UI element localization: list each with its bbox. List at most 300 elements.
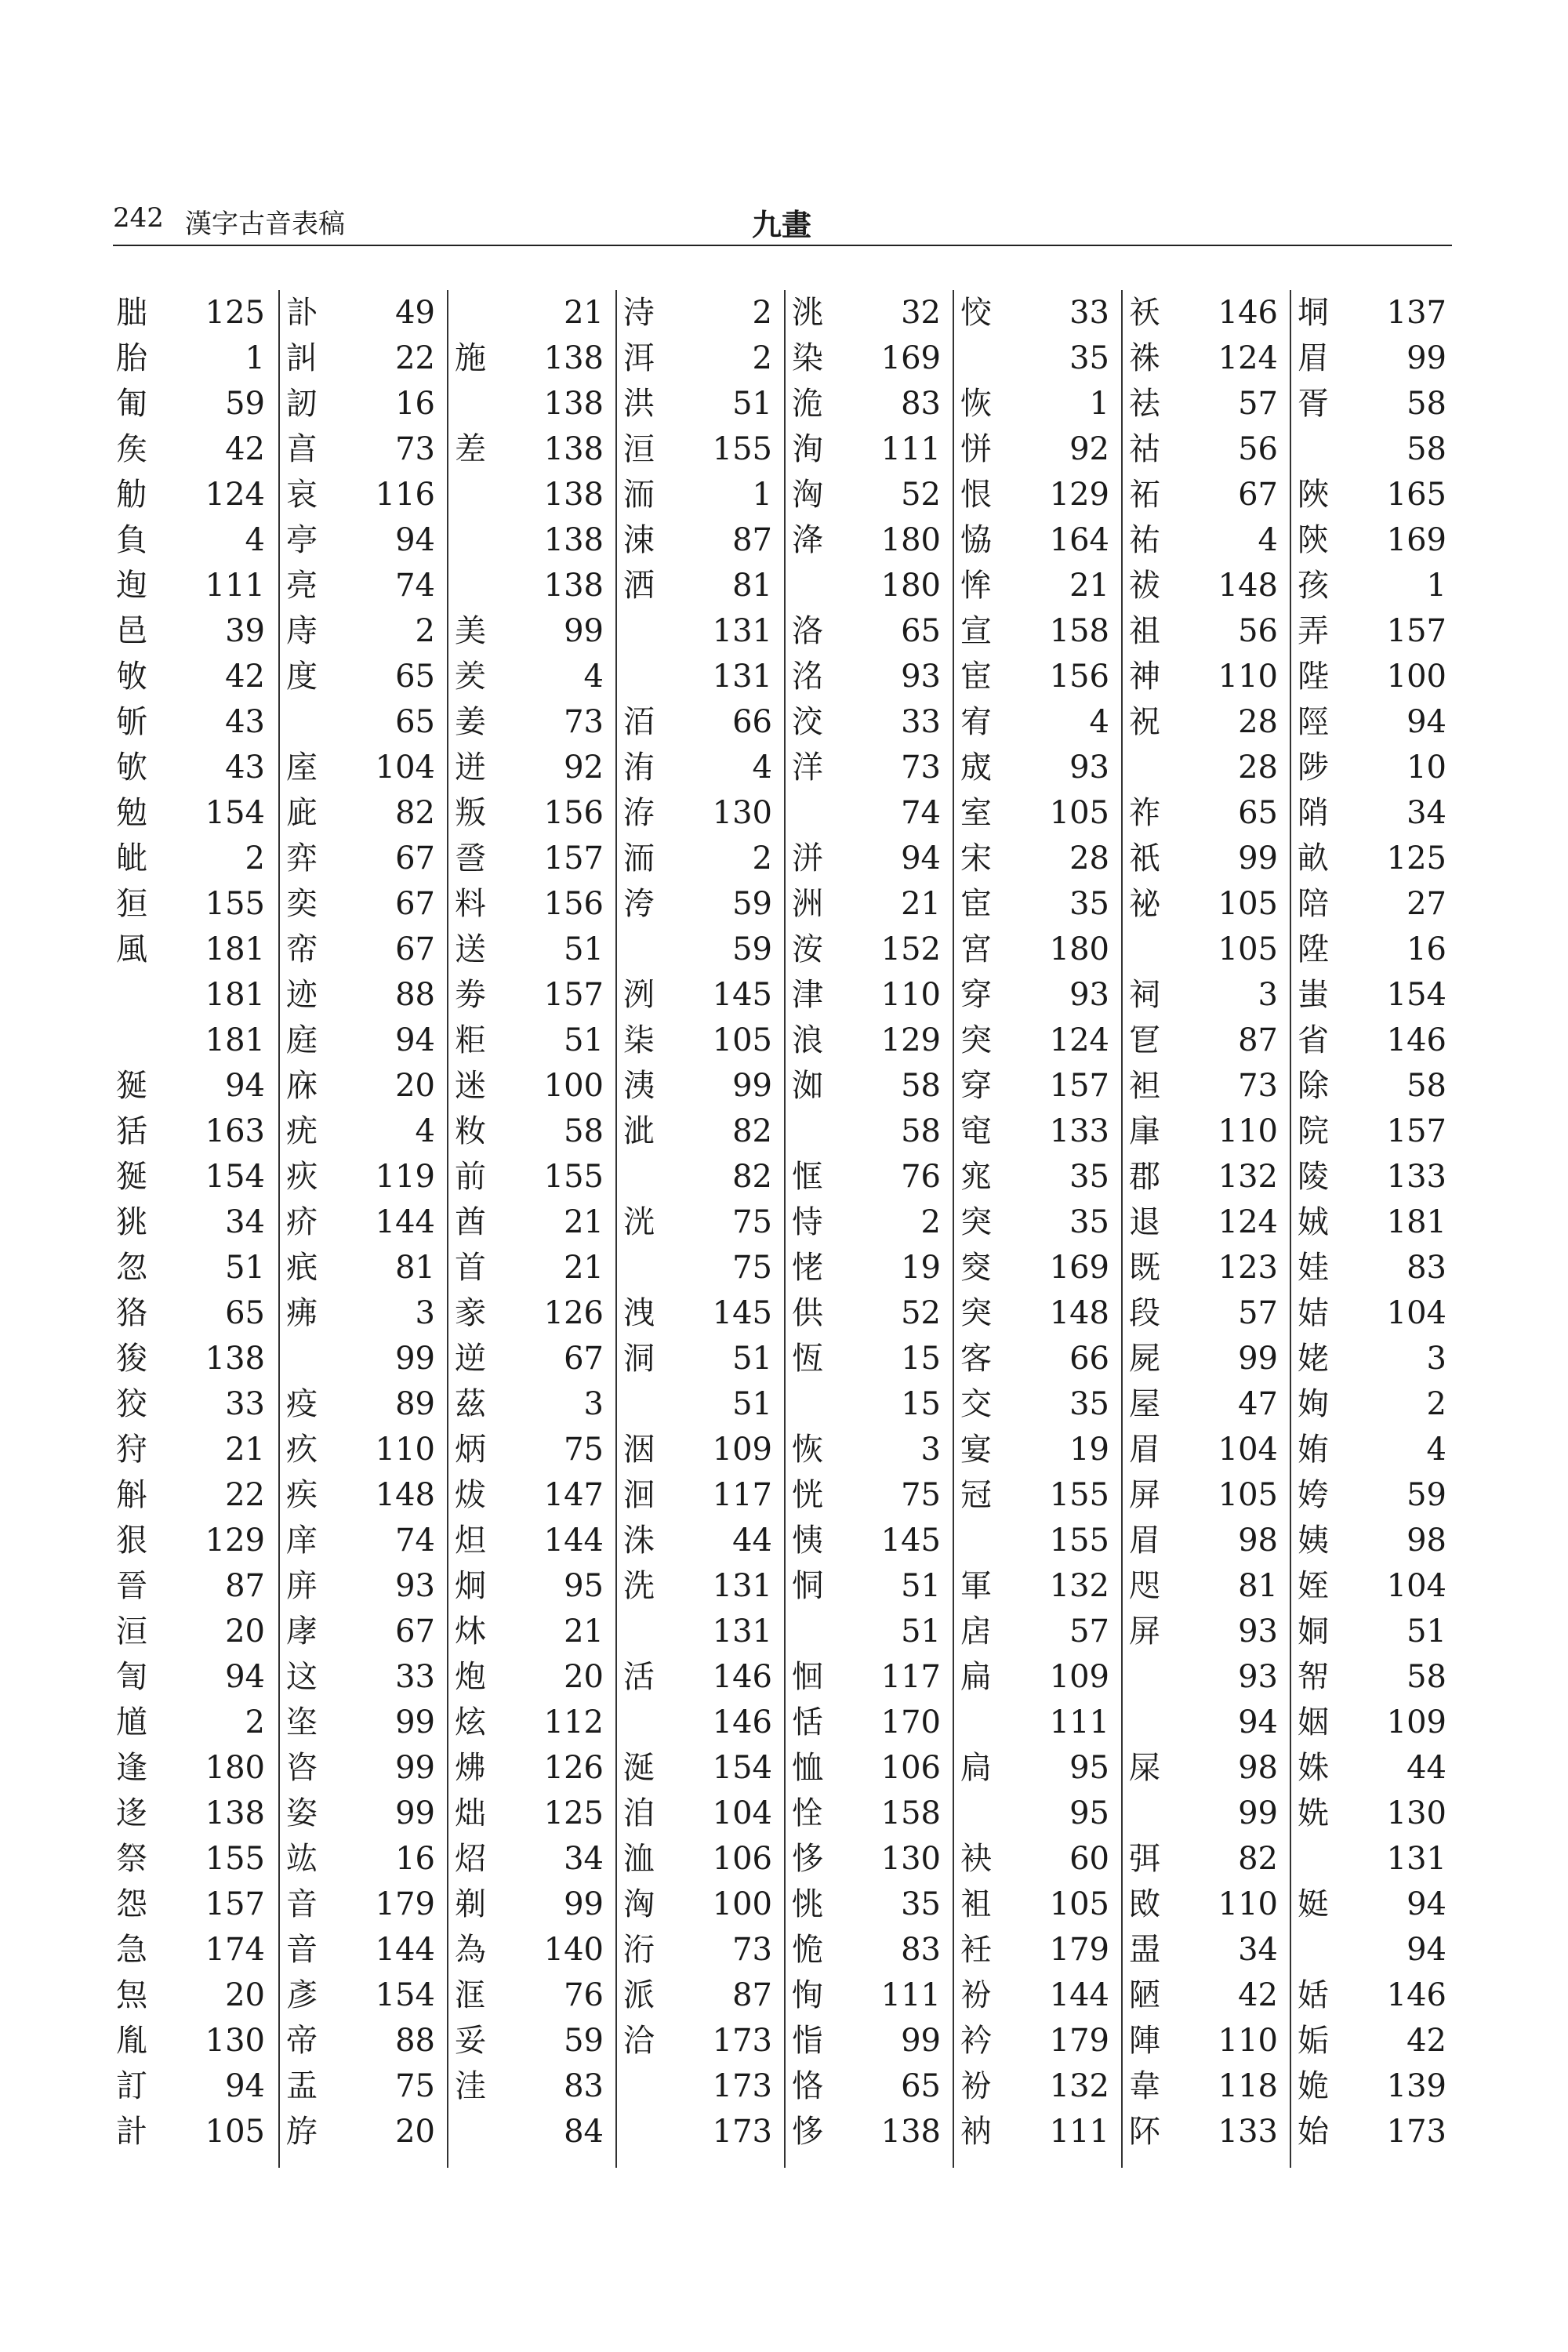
index-entry bbox=[280, 1063, 447, 1109]
entry-character: 宥 bbox=[960, 704, 992, 740]
entry-character: 陛 bbox=[1298, 659, 1329, 695]
entry-character: 屋 bbox=[1129, 1386, 1160, 1422]
index-entry bbox=[1291, 972, 1458, 1018]
index-entry bbox=[1123, 1882, 1290, 1927]
entry-page-number: 39 bbox=[225, 613, 265, 649]
index-entry bbox=[954, 1654, 1121, 1700]
entry-character: 恫 bbox=[792, 1568, 823, 1604]
entry-page-number: 179 bbox=[375, 1886, 435, 1922]
entry-page-number: 33 bbox=[225, 1386, 265, 1422]
entry-character: 娀 bbox=[1298, 1204, 1329, 1240]
index-entry bbox=[1291, 1018, 1458, 1063]
entry-page-number: 130 bbox=[712, 795, 772, 831]
entry-page-number: 94 bbox=[1238, 1704, 1278, 1740]
entry-character: 涎 bbox=[623, 1750, 655, 1786]
index-entry bbox=[954, 881, 1121, 927]
entry-character: 袂 bbox=[960, 1841, 992, 1877]
entry-character: 狢 bbox=[116, 1295, 147, 1331]
index-entry bbox=[954, 654, 1121, 699]
index-entry bbox=[617, 1290, 784, 1336]
index-entry bbox=[1123, 699, 1290, 745]
entry-page-number: 111 bbox=[1049, 1704, 1109, 1740]
entry-character: 洸 bbox=[623, 1204, 655, 1240]
entry-character: 疣 bbox=[286, 1113, 318, 1149]
index-entry bbox=[448, 1791, 615, 1836]
entry-page-number: 75 bbox=[395, 2068, 435, 2104]
entry-character: 姤 bbox=[1298, 2023, 1329, 2059]
entry-character: 送 bbox=[455, 931, 486, 967]
index-entry bbox=[1291, 1609, 1458, 1654]
index-entry bbox=[954, 517, 1121, 563]
index-entry bbox=[1291, 836, 1458, 881]
index-entry bbox=[1291, 336, 1458, 381]
entry-character: 恂 bbox=[792, 1977, 823, 2013]
entry-character: 垐 bbox=[286, 1704, 318, 1740]
entry-page-number: 109 bbox=[1386, 1704, 1446, 1740]
entry-character: 敃 bbox=[1129, 1886, 1160, 1922]
entry-page-number: 44 bbox=[1406, 1750, 1446, 1786]
entry-page-number: 94 bbox=[395, 1022, 435, 1058]
entry-page-number: 33 bbox=[1069, 295, 1109, 331]
entry-page-number: 74 bbox=[395, 568, 435, 604]
entry-character: 洴 bbox=[792, 840, 823, 877]
index-entry bbox=[110, 1973, 278, 2018]
index-entry bbox=[448, 1927, 615, 1973]
entry-character: 叛 bbox=[455, 795, 486, 831]
index-entry bbox=[1291, 1563, 1458, 1609]
entry-page-number: 67 bbox=[1238, 477, 1278, 513]
entry-character: 宨 bbox=[960, 1159, 992, 1195]
index-entry bbox=[1291, 472, 1458, 517]
entry-page-number: 34 bbox=[564, 1841, 604, 1877]
entry-page-number: 105 bbox=[1218, 1477, 1278, 1513]
index-entry bbox=[954, 608, 1121, 654]
entry-character: 疥 bbox=[286, 1204, 318, 1240]
entry-page-number: 131 bbox=[712, 1613, 772, 1650]
entry-page-number: 42 bbox=[225, 431, 265, 467]
entry-character: 咨 bbox=[286, 1750, 318, 1786]
entry-page-number: 59 bbox=[732, 931, 772, 967]
entry-page-number: 111 bbox=[1049, 2114, 1109, 2150]
entry-page-number: 129 bbox=[880, 1022, 941, 1058]
entry-page-number: 35 bbox=[901, 1886, 941, 1922]
entry-character: 恃 bbox=[792, 1204, 823, 1240]
index-entry bbox=[617, 1700, 784, 1745]
index-entry bbox=[617, 1518, 784, 1563]
index-entry bbox=[1123, 836, 1290, 881]
entry-character: 屎 bbox=[1129, 1750, 1160, 1786]
entry-character: 斿 bbox=[286, 2114, 318, 2150]
entry-character: 陵 bbox=[1298, 1159, 1329, 1195]
entry-character: 供 bbox=[792, 1295, 823, 1331]
index-entry bbox=[448, 1109, 615, 1154]
entry-page-number: 157 bbox=[1049, 1068, 1109, 1104]
index-entry bbox=[1123, 1791, 1290, 1836]
entry-page-number: 99 bbox=[395, 1750, 435, 1786]
index-entry bbox=[448, 608, 615, 654]
index-entry bbox=[448, 2063, 615, 2109]
index-entry bbox=[954, 699, 1121, 745]
index-entry bbox=[1123, 1381, 1290, 1427]
entry-page-number: 87 bbox=[732, 522, 772, 558]
index-entry bbox=[617, 1063, 784, 1109]
index-entry bbox=[617, 836, 784, 881]
index-entry bbox=[786, 1109, 953, 1154]
index-entry bbox=[448, 1518, 615, 1563]
entry-page-number: 138 bbox=[543, 477, 604, 513]
index-entry bbox=[280, 563, 447, 608]
entry-page-number: 155 bbox=[205, 1841, 265, 1877]
entry-page-number: 4 bbox=[1426, 1432, 1446, 1468]
entry-page-number: 179 bbox=[1049, 1932, 1109, 1968]
entry-page-number: 173 bbox=[712, 2023, 772, 2059]
entry-page-number: 82 bbox=[732, 1113, 772, 1149]
index-entry bbox=[1291, 608, 1458, 654]
entry-page-number: 92 bbox=[1069, 431, 1109, 467]
entry-page-number: 65 bbox=[1238, 795, 1278, 831]
index-entry bbox=[1291, 1973, 1458, 2018]
entry-page-number: 95 bbox=[564, 1568, 604, 1604]
entry-character: 粔 bbox=[455, 1022, 486, 1058]
entry-character: 姻 bbox=[1298, 1704, 1329, 1740]
index-entry bbox=[786, 1290, 953, 1336]
index-entry bbox=[786, 381, 953, 426]
index-entry bbox=[617, 699, 784, 745]
index-entry bbox=[280, 1745, 447, 1791]
entry-page-number: 73 bbox=[564, 704, 604, 740]
index-entry bbox=[954, 381, 1121, 426]
index-entry bbox=[617, 972, 784, 1018]
index-entry bbox=[1291, 1290, 1458, 1336]
entry-character: 陞 bbox=[1298, 931, 1329, 967]
entry-page-number: 131 bbox=[712, 1568, 772, 1604]
entry-character: 衯 bbox=[960, 2068, 992, 2104]
entry-page-number: 138 bbox=[205, 1795, 265, 1831]
entry-character: 客 bbox=[960, 1341, 992, 1377]
entry-page-number: 129 bbox=[205, 1523, 265, 1559]
entry-page-number: 58 bbox=[1406, 1068, 1446, 1104]
entry-character: 姺 bbox=[1298, 1795, 1329, 1831]
index-entry bbox=[954, 1109, 1121, 1154]
entry-page-number: 58 bbox=[901, 1113, 941, 1149]
entry-character: 姛 bbox=[1298, 1613, 1329, 1650]
entry-page-number: 144 bbox=[1049, 1977, 1109, 2013]
entry-character: 这 bbox=[286, 1659, 318, 1695]
entry-character: 洱 bbox=[623, 340, 655, 376]
entry-page-number: 21 bbox=[564, 1204, 604, 1240]
entry-character: 胤 bbox=[116, 2023, 147, 2059]
entry-character: 迻 bbox=[116, 1795, 147, 1831]
entry-page-number: 87 bbox=[225, 1568, 265, 1604]
entry-page-number: 51 bbox=[732, 1341, 772, 1377]
index-entry bbox=[110, 1245, 278, 1290]
entry-character: 朏 bbox=[116, 295, 147, 331]
entry-page-number: 130 bbox=[880, 1841, 941, 1877]
entry-page-number: 124 bbox=[205, 477, 265, 513]
entry-character: 恞 bbox=[792, 1523, 823, 1559]
entry-character: 洵 bbox=[792, 431, 823, 467]
entry-character: 庰 bbox=[286, 1568, 318, 1604]
entry-page-number: 154 bbox=[375, 1977, 435, 2013]
entry-page-number: 32 bbox=[901, 295, 941, 331]
entry-page-number: 81 bbox=[732, 568, 772, 604]
section-title: 九畫 bbox=[752, 207, 812, 242]
entry-character: 洝 bbox=[792, 931, 823, 967]
index-entry bbox=[448, 1290, 615, 1336]
index-entry bbox=[110, 2109, 278, 2154]
index-entry bbox=[954, 2018, 1121, 2063]
index-entry bbox=[617, 654, 784, 699]
index-entry bbox=[448, 927, 615, 972]
entry-page-number: 99 bbox=[901, 2023, 941, 2059]
entry-character: 炦 bbox=[455, 1477, 486, 1513]
index-entry bbox=[954, 1700, 1121, 1745]
entry-character: 迹 bbox=[286, 977, 318, 1013]
index-entry bbox=[786, 1427, 953, 1472]
entry-page-number: 3 bbox=[415, 1295, 435, 1331]
entry-character: 屍 bbox=[1129, 1341, 1160, 1377]
entry-character: 急 bbox=[116, 1932, 147, 1968]
entry-character: 斪 bbox=[116, 704, 147, 740]
index-entry bbox=[280, 1109, 447, 1154]
entry-page-number: 51 bbox=[732, 1386, 772, 1422]
entry-page-number: 76 bbox=[901, 1159, 941, 1195]
entry-character: 恍 bbox=[792, 1477, 823, 1513]
index-entry bbox=[954, 1609, 1121, 1654]
entry-page-number: 169 bbox=[1049, 1250, 1109, 1286]
entry-page-number: 51 bbox=[901, 1568, 941, 1604]
entry-page-number: 125 bbox=[205, 295, 265, 331]
entry-page-number: 93 bbox=[901, 659, 941, 695]
entry-page-number: 4 bbox=[752, 750, 772, 786]
entry-page-number: 99 bbox=[1406, 340, 1446, 376]
index-entry bbox=[280, 2063, 447, 2109]
entry-character: 活 bbox=[623, 1659, 655, 1695]
entry-page-number: 147 bbox=[543, 1477, 604, 1513]
entry-character: 計 bbox=[116, 2114, 147, 2150]
entry-character: 洌 bbox=[623, 977, 655, 1013]
entry-page-number: 2 bbox=[1426, 1386, 1446, 1422]
entry-character: 扂 bbox=[960, 1613, 992, 1650]
index-entry bbox=[617, 1609, 784, 1654]
entry-page-number: 4 bbox=[245, 522, 265, 558]
entry-page-number: 99 bbox=[395, 1795, 435, 1831]
index-entry bbox=[954, 790, 1121, 836]
index-entry bbox=[617, 1336, 784, 1381]
index-entry bbox=[448, 1836, 615, 1882]
index-entry bbox=[786, 1200, 953, 1245]
entry-page-number: 181 bbox=[1386, 1204, 1446, 1240]
index-entry bbox=[954, 1973, 1121, 2018]
entry-page-number: 21 bbox=[564, 1613, 604, 1650]
entry-character: 狣 bbox=[116, 1204, 147, 1240]
entry-character: 料 bbox=[455, 886, 486, 922]
entry-character: 祭 bbox=[116, 1841, 147, 1877]
entry-character: 軍 bbox=[960, 1568, 992, 1604]
index-entry bbox=[110, 2018, 278, 2063]
entry-character: 風 bbox=[116, 931, 147, 967]
entry-character: 庭 bbox=[286, 1022, 318, 1058]
index-entry bbox=[280, 336, 447, 381]
entry-page-number: 105 bbox=[1218, 931, 1278, 967]
entry-character: 院 bbox=[1298, 1113, 1329, 1149]
index-entry bbox=[786, 1381, 953, 1427]
index-entry bbox=[1123, 1518, 1290, 1563]
index-entry bbox=[110, 1791, 278, 1836]
index-entry bbox=[110, 336, 278, 381]
entry-character: 姨 bbox=[1298, 1523, 1329, 1559]
entry-character: 恑 bbox=[792, 1932, 823, 1968]
entry-page-number: 110 bbox=[880, 977, 941, 1013]
entry-page-number: 110 bbox=[1218, 659, 1278, 695]
entry-page-number: 99 bbox=[1238, 1795, 1278, 1831]
entry-page-number: 2 bbox=[752, 295, 772, 331]
index-entry bbox=[786, 1472, 953, 1518]
index-column bbox=[615, 290, 784, 2168]
index-entry bbox=[110, 1427, 278, 1472]
entry-character: 炥 bbox=[455, 1750, 486, 1786]
entry-page-number: 173 bbox=[712, 2114, 772, 2150]
entry-character: 祓 bbox=[1129, 568, 1160, 604]
entry-character: 炟 bbox=[455, 1523, 486, 1559]
entry-character: 恛 bbox=[792, 1659, 823, 1695]
entry-page-number: 125 bbox=[543, 1795, 604, 1831]
entry-page-number: 73 bbox=[901, 750, 941, 786]
entry-page-number: 181 bbox=[205, 977, 265, 1013]
entry-character: 盄 bbox=[1129, 1932, 1160, 1968]
entry-page-number: 28 bbox=[1069, 840, 1109, 877]
index-entry bbox=[448, 336, 615, 381]
entry-page-number: 106 bbox=[880, 1750, 941, 1786]
index-entry bbox=[786, 336, 953, 381]
entry-page-number: 3 bbox=[1258, 977, 1278, 1013]
entry-page-number: 22 bbox=[395, 340, 435, 376]
entry-page-number: 57 bbox=[1238, 386, 1278, 422]
entry-page-number: 82 bbox=[732, 1159, 772, 1195]
entry-page-number: 20 bbox=[225, 1977, 265, 2013]
entry-page-number: 100 bbox=[543, 1068, 604, 1104]
index-entry bbox=[617, 336, 784, 381]
entry-page-number: 65 bbox=[225, 1295, 265, 1331]
entry-page-number: 123 bbox=[1218, 1250, 1278, 1286]
entry-page-number: 155 bbox=[712, 431, 772, 467]
entry-character: 疫 bbox=[286, 1386, 318, 1422]
entry-page-number: 21 bbox=[901, 886, 941, 922]
index-entry bbox=[786, 290, 953, 336]
index-entry bbox=[617, 1791, 784, 1836]
entry-page-number: 99 bbox=[564, 1886, 604, 1922]
entry-page-number: 4 bbox=[583, 659, 604, 695]
index-entry bbox=[110, 1518, 278, 1563]
entry-page-number: 105 bbox=[712, 1022, 772, 1058]
entry-page-number: 94 bbox=[225, 1659, 265, 1695]
entry-character: 炫 bbox=[455, 1704, 486, 1740]
index-entry bbox=[448, 790, 615, 836]
entry-page-number: 164 bbox=[1049, 522, 1109, 558]
index-entry bbox=[110, 517, 278, 563]
entry-page-number: 16 bbox=[395, 1841, 435, 1877]
entry-page-number: 33 bbox=[901, 704, 941, 740]
index-entry bbox=[110, 1336, 278, 1381]
index-entry bbox=[110, 1654, 278, 1700]
entry-character: 庥 bbox=[286, 1068, 318, 1104]
index-entry bbox=[1291, 1791, 1458, 1836]
entry-character: 陣 bbox=[1129, 2023, 1160, 2059]
entry-character: 恀 bbox=[792, 2114, 823, 2150]
entry-character: 突 bbox=[960, 1022, 992, 1058]
entry-page-number: 144 bbox=[375, 1204, 435, 1240]
entry-character: 衿 bbox=[960, 2023, 992, 2059]
index-entry bbox=[1291, 1882, 1458, 1927]
entry-character: 洲 bbox=[792, 886, 823, 922]
index-entry bbox=[280, 1700, 447, 1745]
index-entry bbox=[1123, 2018, 1290, 2063]
index-entry bbox=[1123, 290, 1290, 336]
entry-page-number: 104 bbox=[712, 1795, 772, 1831]
entry-character: 除 bbox=[1298, 1068, 1329, 1104]
entry-character: 差 bbox=[455, 431, 486, 467]
entry-character: 冟 bbox=[1129, 1022, 1160, 1058]
index-entry bbox=[786, 1882, 953, 1927]
entry-character: 穿 bbox=[960, 977, 992, 1013]
entry-character: 疿 bbox=[286, 1295, 318, 1331]
entry-page-number: 169 bbox=[1386, 522, 1446, 558]
index-entry bbox=[110, 1109, 278, 1154]
index-entry bbox=[1123, 1745, 1290, 1791]
entry-page-number: 2 bbox=[415, 613, 435, 649]
index-entry bbox=[448, 517, 615, 563]
entry-character: 洏 bbox=[623, 477, 655, 513]
entry-page-number: 21 bbox=[225, 1432, 265, 1468]
entry-page-number: 124 bbox=[1218, 1204, 1278, 1240]
index-entry bbox=[1123, 381, 1290, 426]
entry-page-number: 49 bbox=[395, 295, 435, 331]
entry-page-number: 66 bbox=[1069, 1341, 1109, 1377]
entry-character: 恨 bbox=[960, 477, 992, 513]
index-entry bbox=[448, 1882, 615, 1927]
entry-character: 矦 bbox=[116, 431, 147, 467]
entry-character: 恪 bbox=[792, 2068, 823, 2104]
index-entry bbox=[617, 426, 784, 472]
entry-character: 姜 bbox=[455, 704, 486, 740]
entry-character: 始 bbox=[1298, 2114, 1329, 2150]
entry-page-number: 20 bbox=[564, 1659, 604, 1695]
entry-page-number: 2 bbox=[245, 1704, 265, 1740]
index-entry bbox=[1291, 2109, 1458, 2154]
entry-character: 劵 bbox=[455, 977, 486, 1013]
entry-page-number: 99 bbox=[1238, 1341, 1278, 1377]
entry-page-number: 57 bbox=[1238, 1295, 1278, 1331]
entry-page-number: 140 bbox=[543, 1932, 604, 1968]
entry-page-number: 138 bbox=[543, 568, 604, 604]
entry-page-number: 155 bbox=[1049, 1523, 1109, 1559]
entry-character: 洇 bbox=[623, 1432, 655, 1468]
entry-character: 恆 bbox=[792, 1341, 823, 1377]
index-entry bbox=[280, 881, 447, 927]
entry-character: 泚 bbox=[623, 1113, 655, 1149]
index-entry bbox=[280, 1563, 447, 1609]
entry-character: 疚 bbox=[286, 1432, 318, 1468]
index-entry bbox=[110, 1745, 278, 1791]
entry-character: 訂 bbox=[116, 2068, 147, 2104]
index-column bbox=[1121, 290, 1290, 2168]
entry-page-number: 148 bbox=[1049, 1295, 1109, 1331]
entry-page-number: 73 bbox=[395, 431, 435, 467]
entry-page-number: 179 bbox=[1049, 2023, 1109, 2059]
entry-character: 祝 bbox=[1129, 704, 1160, 740]
entry-page-number: 21 bbox=[1069, 568, 1109, 604]
entry-character: 洎 bbox=[623, 1795, 655, 1831]
